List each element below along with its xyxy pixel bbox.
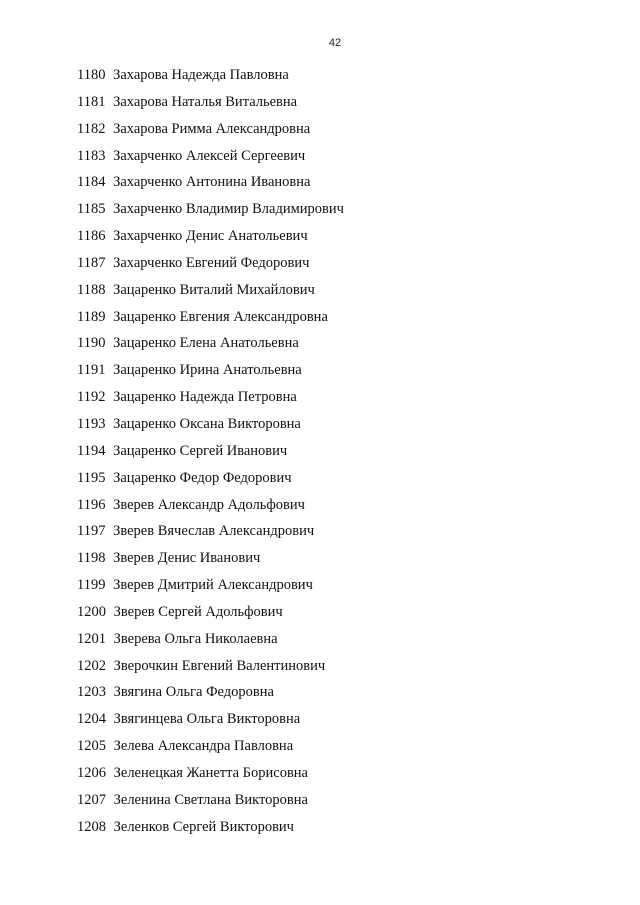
- entry-number: 1201: [77, 630, 106, 647]
- entry-name: Захарченко Антонина Ивановна: [113, 174, 311, 191]
- entry-number: 1193: [77, 415, 106, 432]
- entry-number: 1184: [77, 174, 106, 191]
- list-item: [77, 91, 344, 118]
- list-item: [77, 64, 344, 91]
- entry-number: 1186: [77, 228, 106, 245]
- list-item: [77, 359, 344, 386]
- entry-number: 1194: [77, 442, 106, 459]
- list-item: [77, 816, 344, 843]
- entry-name: Зеленецкая Жанетта Борисовна: [113, 764, 308, 781]
- list-item: [77, 198, 344, 225]
- entry-number: 1208: [77, 818, 106, 835]
- list-item: [77, 225, 344, 252]
- list-item: [77, 789, 344, 816]
- entry-name: Зеленина Светлана Викторовна: [113, 791, 308, 808]
- entry-name: Зверев Дмитрий Александрович: [113, 577, 313, 594]
- list-item: [77, 735, 344, 762]
- list-item: [77, 494, 344, 521]
- entry-name: Зацаренко Сергей Иванович: [113, 442, 288, 459]
- entry-number: 1188: [77, 281, 106, 298]
- entry-name: Зацаренко Елена Анатольевна: [113, 335, 299, 352]
- entry-number: 1203: [77, 684, 106, 701]
- list-item: [77, 628, 344, 655]
- list-item: [77, 547, 344, 574]
- entry-name: Зеленков Сергей Викторович: [113, 818, 294, 835]
- entry-name: Захарова Наталья Витальевна: [113, 93, 298, 110]
- entry-number: 1185: [77, 201, 106, 218]
- list-item: [77, 118, 344, 145]
- entry-number: 1204: [77, 711, 106, 728]
- entry-name: Зацаренко Федор Федорович: [113, 469, 292, 486]
- entry-number: 1189: [77, 308, 106, 325]
- name-list: [77, 64, 344, 842]
- entry-name: Звягина Ольга Федоровна: [113, 684, 274, 701]
- entry-name: Зацаренко Виталий Михайлович: [113, 281, 315, 298]
- entry-number: 1206: [77, 764, 106, 781]
- entry-name: Зверева Ольга Николаевна: [113, 630, 278, 647]
- entry-name: Захарченко Владимир Владимирович: [113, 201, 344, 218]
- list-item: [77, 440, 344, 467]
- list-item: [77, 681, 344, 708]
- entry-number: 1205: [77, 738, 106, 755]
- entry-name: Зверев Сергей Адольфович: [113, 603, 283, 620]
- entry-number: 1191: [77, 362, 106, 379]
- list-item: [77, 306, 344, 333]
- entry-number: 1197: [77, 523, 106, 540]
- entry-name: Зверев Вячеслав Александрович: [113, 523, 315, 540]
- entry-number: 1181: [77, 93, 106, 110]
- list-item: [77, 708, 344, 735]
- entry-name: Захарова Надежда Павловна: [113, 67, 289, 83]
- entry-number: 1187: [77, 254, 106, 271]
- list-item: [77, 145, 344, 172]
- entry-number: 1190: [77, 335, 106, 352]
- entry-number: 1202: [77, 657, 106, 674]
- list-item: [77, 171, 344, 198]
- entry-number: 1180: [77, 67, 106, 83]
- list-item: [77, 467, 344, 494]
- list-item: [77, 332, 344, 359]
- entry-name: Захарченко Денис Анатольевич: [113, 228, 308, 245]
- entry-number: 1199: [77, 577, 106, 594]
- entry-number: 1183: [77, 147, 106, 164]
- entry-number: 1200: [77, 603, 106, 620]
- entry-name: Звягинцева Ольга Викторовна: [113, 711, 301, 728]
- entry-name: Зацаренко Евгения Александровна: [113, 308, 328, 325]
- entry-name: Зверев Денис Иванович: [113, 550, 261, 567]
- entry-number: 1195: [77, 469, 106, 486]
- page-number: 42: [328, 37, 342, 49]
- entry-name: Захарова Римма Александровна: [113, 120, 311, 137]
- list-item: [77, 601, 344, 628]
- entry-number: 1182: [77, 120, 106, 137]
- entry-name: Зверочкин Евгений Валентинович: [113, 657, 326, 674]
- entry-number: 1196: [77, 496, 106, 513]
- entry-name: Зелева Александра Павловна: [113, 738, 294, 755]
- list-item: [77, 252, 344, 279]
- entry-number: 1192: [77, 389, 106, 406]
- entry-name: Захарченко Евгений Федорович: [113, 254, 310, 271]
- entry-name: Зацаренко Оксана Викторовна: [113, 415, 301, 432]
- entry-name: Зацаренко Надежда Петровна: [113, 389, 297, 406]
- list-item: [77, 655, 344, 682]
- list-item: [77, 762, 344, 789]
- entry-name: Зверев Александр Адольфович: [113, 496, 305, 513]
- list-item: [77, 520, 344, 547]
- entry-number: 1198: [77, 550, 106, 567]
- list-item: [77, 413, 344, 440]
- list-item: [77, 386, 344, 413]
- entry-number: 1207: [77, 791, 106, 808]
- entry-name: Захарченко Алексей Сергеевич: [113, 147, 306, 164]
- entry-name: Зацаренко Ирина Анатольевна: [113, 362, 302, 379]
- list-item: [77, 574, 344, 601]
- list-item: [77, 279, 344, 306]
